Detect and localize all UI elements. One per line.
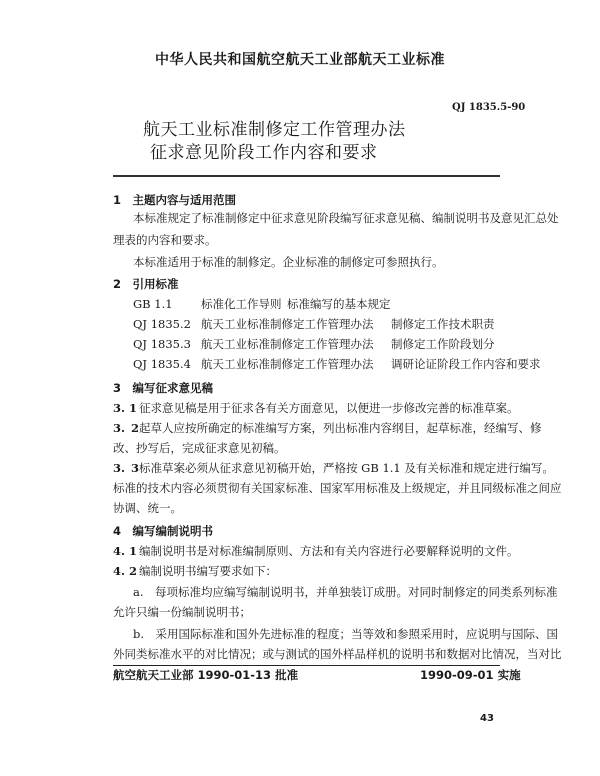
clause-number: 3. 1 [113, 401, 138, 415]
paragraph: 标准的技术内容必须贯彻有关国家标准、国家军用标准及上级规定，并且同级标准之间应 [113, 481, 562, 495]
reference-item [133, 297, 391, 311]
clause-4-1 [113, 544, 519, 558]
clause-3-1 [113, 401, 519, 415]
paragraph: 改、抄写后，完成征求意见初稿。 [113, 441, 286, 455]
clause-text: 起草人应按所确定的标准编写方案，列出标准内容纲目，起草标准，经编写、修 [139, 421, 542, 435]
ref-title: 航天工业标准制修定工作管理办法 [201, 337, 374, 351]
ref-subtitle: 制修定工作阶段划分 [391, 337, 495, 351]
section-2-heading: 2 引用标准 [113, 277, 179, 291]
footer-divider [113, 665, 500, 666]
reference-item [133, 337, 495, 351]
paragraph: 理表的内容和要求。 [113, 233, 217, 247]
title-divider [113, 175, 500, 177]
issuing-organization: 中华人民共和国航空航天工业部航天工业标准 [155, 52, 445, 68]
paragraph: 本标准适用于标准的制修定。企业标准的制修定可参照执行。 [133, 255, 444, 269]
ref-subtitle: 制修定工作技术职责 [391, 317, 495, 331]
ref-title: 标准化工作导则 [201, 297, 282, 311]
section-1-heading: 1 主题内容与适用范围 [113, 193, 237, 207]
paragraph: 本标准规定了标准制修定中征求意见阶段编写征求意见稿、编制说明书及意见汇总处 [133, 211, 559, 225]
paragraph: 允许只编一份编制说明书； [113, 605, 251, 619]
section-3-heading: 3 编写征求意见稿 [113, 381, 214, 395]
standard-code: QJ 1835.5-90 [452, 102, 526, 113]
ref-code: QJ 1835.3 [133, 337, 191, 351]
paragraph: 协调、统一。 [113, 501, 182, 515]
clause-number: 4. 2 [113, 564, 138, 578]
reference-item [133, 357, 541, 371]
ref-title: 航天工业标准制修定工作管理办法 [201, 317, 374, 331]
list-item-a: a. 每项标准均应编写编制说明书，并单独装订成册。对同时制修定的同类系列标准 [133, 585, 558, 599]
reference-item [133, 317, 495, 331]
list-item-b: b. 采用国际标准和国外先进标准的程度；当等效和参照采用时，应说明与国际、国 [133, 627, 559, 641]
clause-3-3 [113, 461, 554, 475]
clause-text: 编制说明书是对标准编制原则、方法和有关内容进行必要解释说明的文件。 [139, 544, 519, 558]
paragraph: 外同类标准水平的对比情况；或与测试的国外样品样机的说明书和数据对比情况，当对比 [113, 647, 562, 661]
ref-subtitle: 标准编写的基本规定 [287, 297, 391, 311]
clause-number: 3. 2 [113, 421, 139, 435]
section-4-heading: 4 编写编制说明书 [113, 524, 214, 538]
clause-3-2 [113, 421, 542, 435]
clause-number: 3. 3 [113, 461, 139, 475]
ref-code: QJ 1835.4 [133, 357, 191, 371]
ref-code: GB 1.1 [133, 297, 173, 311]
title-line-1: 航天工业标准制修定工作管理办法 [143, 120, 406, 140]
ref-title: 航天工业标准制修定工作管理办法 [201, 357, 374, 371]
clause-text: 标准草案必须从征求意见初稿开始，严格按 GB 1.1 及有关标准和规定进行编写。 [139, 461, 554, 475]
ref-subtitle: 调研论证阶段工作内容和要求 [391, 357, 541, 371]
clause-text: 编制说明书编写要求如下： [139, 564, 277, 578]
approval-date: 航空航天工业部 1990-01-13 批准 [113, 668, 299, 682]
title-line-2: 征求意见阶段工作内容和要求 [150, 143, 378, 163]
ref-code: QJ 1835.2 [133, 317, 191, 331]
effective-date: 1990-09-01 实施 [420, 668, 521, 682]
clause-text: 征求意见稿是用于征求各有关方面意见，以便进一步修改完善的标准草案。 [139, 401, 519, 415]
clause-number: 4. 1 [113, 544, 138, 558]
page-number: 43 [480, 713, 494, 724]
clause-4-2 [113, 564, 277, 578]
